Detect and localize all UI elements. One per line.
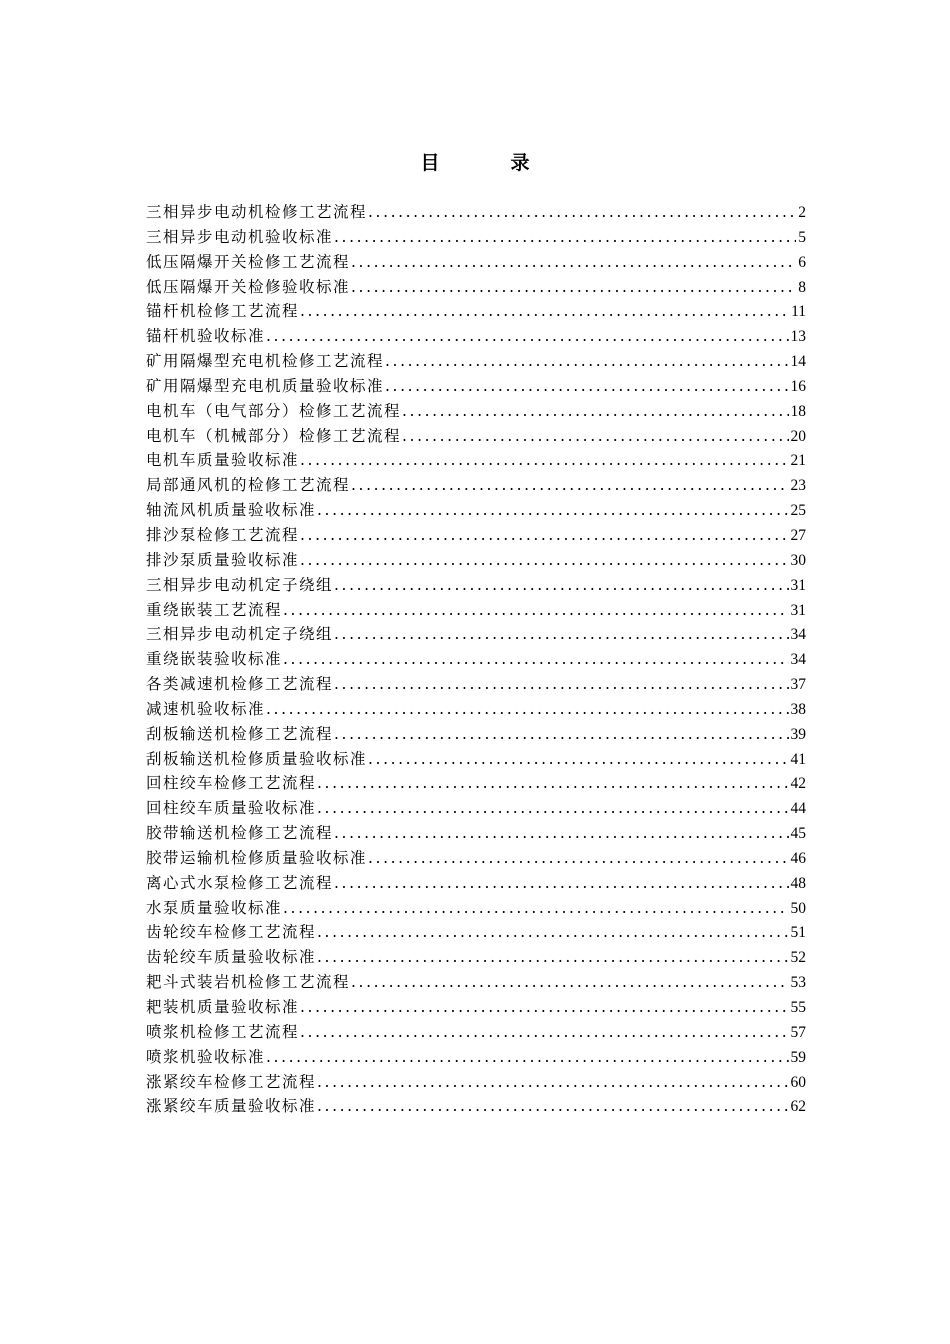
toc-entry-title: 耙装机质量验收标准 [146,998,300,1016]
dot-leader [317,796,788,821]
toc-entry[interactable] [146,722,806,747]
dot-leader [317,771,788,796]
dot-leader [368,846,788,871]
toc-entry[interactable] [146,374,806,399]
toc-entry-title: 轴流风机质量验收标准 [146,501,317,520]
toc-entry-page-number: 16 [790,377,806,395]
toc-entry-title: 回柱绞车检修工艺流程 [146,774,317,793]
toc-entry[interactable] [146,424,806,449]
toc-entry-page-number: 2 [798,204,806,221]
dot-leader [368,200,796,225]
toc-entry[interactable] [146,598,806,623]
toc-entry-page-number: 39 [790,725,806,743]
toc-entry-title: 耙斗式装岩机检修工艺流程 [146,973,351,992]
dot-leader [266,697,788,722]
toc-entry-page-number: 11 [791,303,806,321]
toc-entry[interactable] [146,299,806,324]
toc-entry-title: 齿轮绞车质量验收标准 [146,948,317,967]
toc-entry-title: 锚杆机检修工艺流程 [146,302,300,321]
toc-entry[interactable] [146,250,806,275]
toc-entry-page-number: 41 [790,750,806,768]
dot-leader [283,896,788,921]
toc-entry[interactable] [146,324,806,349]
toc-entry-page-number: 27 [790,526,806,544]
toc-entry-title: 矿用隔爆型充电机质量验收标准 [146,376,385,395]
toc-entry-page-number: 37 [790,676,806,694]
dot-leader [368,747,788,772]
toc-entry-title: 排沙泵检修工艺流程 [146,525,300,544]
toc-entry[interactable] [146,697,806,722]
toc-entry-title: 三相异步电动机定子绕组 [146,575,334,594]
dot-leader [300,548,788,573]
toc-entry[interactable] [146,871,806,896]
toc-entry-title: 三相异步电动机验收标准 [146,227,334,246]
toc-entry-page-number: 50 [790,899,806,917]
dot-leader [266,324,788,349]
toc-entry-title: 电机车质量验收标准 [146,451,300,470]
dot-leader [300,1020,788,1045]
table-of-contents [146,200,806,1119]
dot-leader [334,573,788,598]
toc-entry[interactable] [146,995,806,1020]
toc-entry-page-number: 51 [790,924,806,942]
dot-leader [402,424,788,449]
toc-entry-page-number: 38 [790,700,806,718]
toc-entry-page-number: 31 [790,576,806,594]
toc-entry[interactable] [146,200,806,225]
toc-entry[interactable] [146,1070,806,1095]
page-title: 目 录 [420,152,556,174]
toc-entry[interactable] [146,622,806,647]
toc-entry-title: 减速机验收标准 [146,699,266,718]
toc-entry[interactable] [146,573,806,598]
toc-entry[interactable] [146,970,806,995]
toc-entry-page-number: 34 [790,651,806,669]
dot-leader [402,399,788,424]
toc-entry[interactable] [146,771,806,796]
dot-leader [385,374,788,399]
toc-entry-title: 齿轮绞车检修工艺流程 [146,923,317,942]
toc-entry[interactable] [146,523,806,548]
toc-entry-page-number: 55 [790,999,806,1016]
toc-entry-title: 胶带运输机检修质量验收标准 [146,848,368,867]
toc-entry[interactable] [146,821,806,846]
toc-entry-page-number: 14 [790,353,806,371]
dot-leader [283,598,788,623]
dot-leader [300,299,789,324]
dot-leader [351,970,788,995]
toc-entry-title: 喷浆机检修工艺流程 [146,1022,300,1041]
toc-entry-title: 回柱绞车质量验收标准 [146,799,317,818]
toc-entry-page-number: 44 [790,800,806,818]
toc-entry[interactable] [146,1045,806,1070]
toc-entry-page-number: 8 [798,278,806,296]
toc-entry[interactable] [146,498,806,523]
toc-entry-title: 重绕嵌装工艺流程 [146,600,283,619]
toc-entry-title: 三相异步电动机定子绕组 [146,625,334,644]
toc-entry-page-number: 21 [790,452,806,470]
toc-entry[interactable] [146,747,806,772]
dot-leader [334,622,788,647]
toc-entry-page-number: 53 [790,974,806,992]
toc-entry[interactable] [146,473,806,498]
toc-entry[interactable] [146,647,806,672]
toc-entry-page-number: 46 [790,849,806,867]
toc-entry[interactable] [146,796,806,821]
toc-entry-title: 电机车（机械部分）检修工艺流程 [146,426,402,445]
toc-entry-title: 锚杆机验收标准 [146,327,266,346]
toc-entry-page-number: 30 [790,551,806,569]
dot-leader [351,250,796,275]
toc-entry[interactable] [146,846,806,871]
dot-leader [351,275,796,300]
toc-entry-page-number: 62 [790,1098,806,1116]
toc-entry-page-number: 6 [798,253,806,271]
dot-leader [334,672,788,697]
toc-entry-title: 离心式水泵检修工艺流程 [146,873,334,892]
toc-entry-title: 刮板输送机检修工艺流程 [146,724,334,743]
toc-entry[interactable] [146,399,806,424]
toc-entry-page-number: 20 [790,427,806,445]
toc-entry-title: 电机车（电气部分）检修工艺流程 [146,401,402,420]
toc-entry-page-number: 13 [790,328,806,346]
toc-entry-title: 排沙泵质量验收标准 [146,550,300,569]
dot-leader [317,920,788,945]
toc-entry-title: 局部通风机的检修工艺流程 [146,476,351,495]
toc-entry[interactable] [146,225,806,250]
toc-entry[interactable] [146,448,806,473]
dot-leader [334,225,796,250]
toc-entry-title: 刮板输送机检修质量验收标准 [146,749,368,768]
dot-leader [334,722,788,747]
toc-entry-page-number: 42 [790,775,806,793]
dot-leader [300,995,788,1020]
toc-entry[interactable] [146,672,806,697]
toc-entry[interactable] [146,548,806,573]
dot-leader [317,498,788,523]
toc-entry[interactable] [146,349,806,374]
toc-entry[interactable] [146,1094,806,1119]
toc-entry-page-number: 34 [790,626,806,644]
toc-entry-page-number: 60 [790,1073,806,1091]
toc-entry-title: 低压隔爆开关检修验收标准 [146,277,351,296]
toc-entry-page-number: 45 [790,825,806,843]
toc-entry-page-number: 18 [790,402,806,420]
toc-entry-title: 三相异步电动机检修工艺流程 [146,203,368,221]
toc-entry-page-number: 31 [790,601,806,619]
dot-leader [317,945,788,970]
toc-entry-title: 各类减速机检修工艺流程 [146,675,334,694]
toc-entry-title: 涨紧绞车质量验收标准 [146,1097,317,1116]
dot-leader [266,1045,788,1070]
toc-entry-title: 喷浆机验收标准 [146,1047,266,1066]
toc-entry-page-number: 48 [790,874,806,892]
dot-leader [351,473,788,498]
toc-entry-title: 矿用隔爆型充电机检修工艺流程 [146,352,385,371]
toc-entry[interactable] [146,920,806,945]
toc-entry-title: 涨紧绞车检修工艺流程 [146,1072,317,1091]
toc-entry-page-number: 25 [790,502,806,520]
dot-leader [300,448,788,473]
dot-leader [317,1070,788,1095]
toc-entry-page-number: 59 [790,1048,806,1066]
toc-entry-title: 低压隔爆开关检修工艺流程 [146,252,351,271]
toc-entry-title: 胶带输送机检修工艺流程 [146,824,334,843]
dot-leader [283,647,788,672]
toc-entry[interactable] [146,945,806,970]
dot-leader [334,871,788,896]
toc-entry[interactable] [146,1020,806,1045]
toc-entry-page-number: 23 [790,477,806,495]
toc-entry-title: 水泵质量验收标准 [146,898,283,917]
dot-leader [300,523,788,548]
toc-entry[interactable] [146,896,806,921]
toc-entry-page-number: 52 [790,949,806,967]
dot-leader [334,821,788,846]
dot-leader [385,349,788,374]
toc-entry-title: 重绕嵌装验收标准 [146,650,283,669]
toc-entry-page-number: 5 [798,228,806,246]
toc-entry-page-number: 57 [790,1023,806,1041]
toc-entry[interactable] [146,275,806,300]
dot-leader [317,1094,788,1119]
